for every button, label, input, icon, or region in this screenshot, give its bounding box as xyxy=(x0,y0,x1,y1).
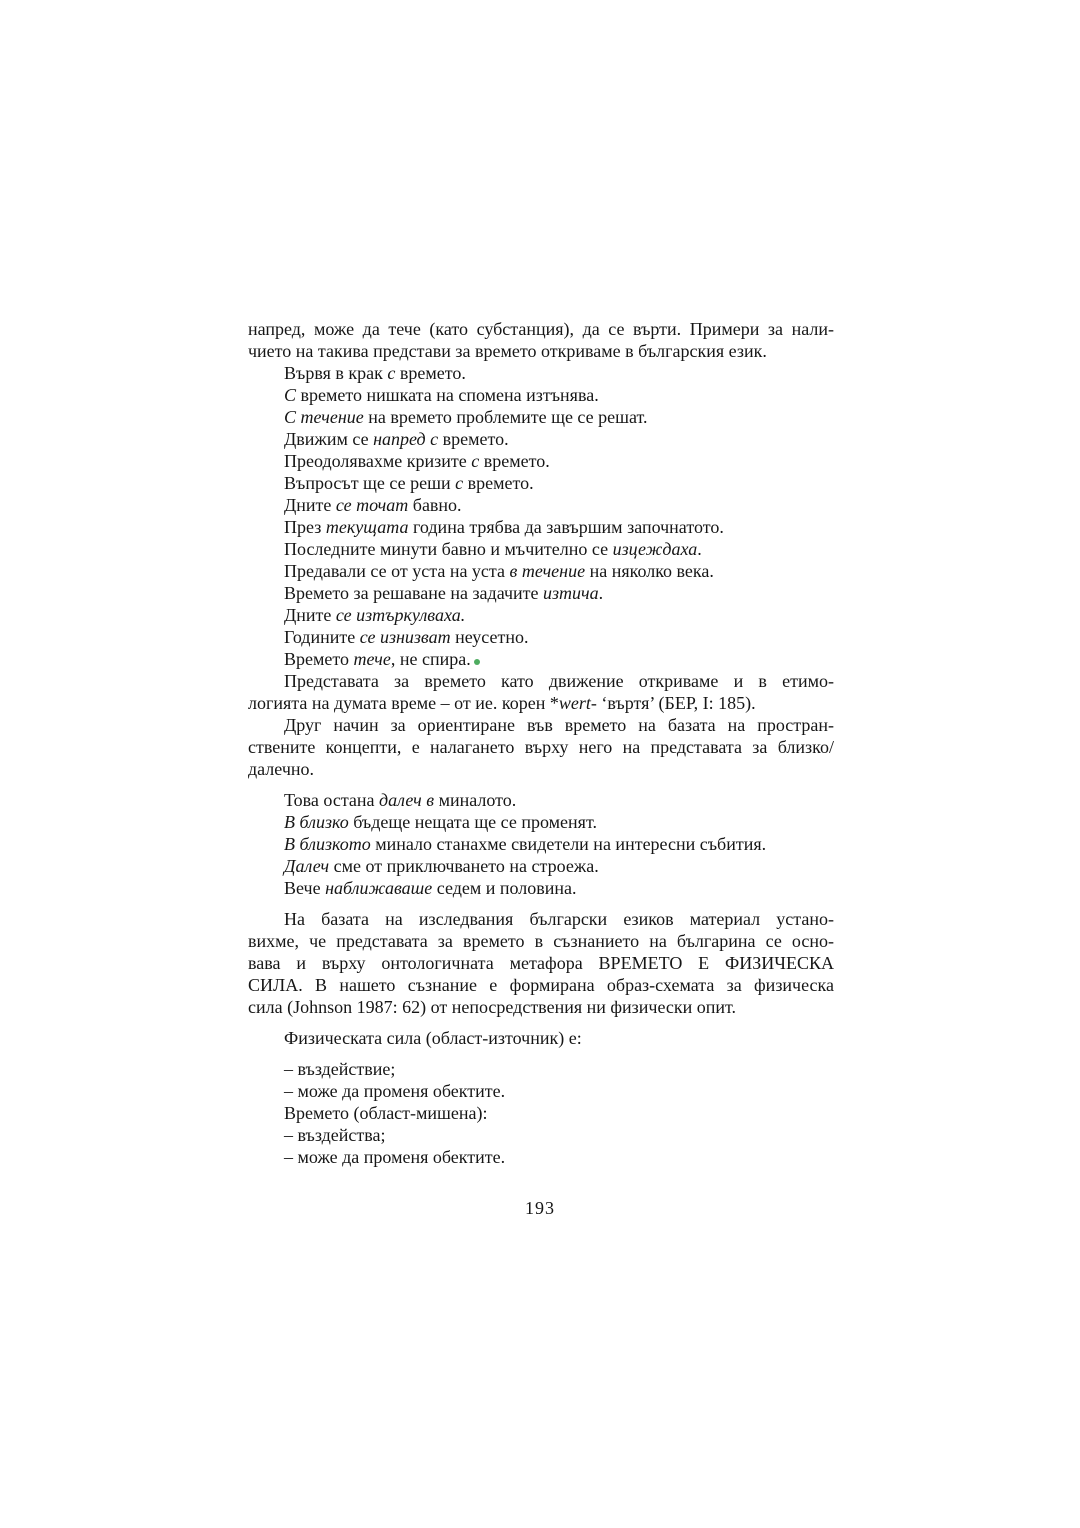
text-run: ствените концепти, е налагането върху него на представата за близко/ xyxy=(248,737,834,757)
text-line xyxy=(248,714,834,736)
text-run: През xyxy=(284,517,326,537)
text-line xyxy=(248,428,834,450)
text-line xyxy=(248,648,834,670)
text-run: напред, може да тече (като субстанция), да се върти. Примери за нали- xyxy=(248,319,834,339)
text-run: Физическата сила (област-източник) е: xyxy=(284,1028,582,1048)
text-line xyxy=(248,1058,834,1080)
paragraph-physical-force xyxy=(248,908,834,1018)
text-line xyxy=(248,758,834,780)
text-run: СИЛА. В нашето съзнание е формирана образ-схемата за физическа xyxy=(248,975,834,995)
text-run: бъдеще нещата ще се променят. xyxy=(348,812,597,832)
text-line xyxy=(248,472,834,494)
text-line xyxy=(248,811,834,833)
text-line xyxy=(248,494,834,516)
text-line xyxy=(248,996,834,1018)
text-run: на времето проблемите ще се решат. xyxy=(363,407,648,427)
text-run: Последните минути бавно и мъчително се xyxy=(284,539,613,559)
text-run: – може да променя обектите. xyxy=(284,1147,506,1167)
italic-text-run: С течение xyxy=(284,407,364,427)
italic-text-run: се точат xyxy=(335,495,409,515)
text-run: Друг начин за ориентиране във времето на базата на простран- xyxy=(284,715,834,735)
text-line xyxy=(248,384,834,406)
italic-text-run: Далеч xyxy=(284,856,330,876)
text-line xyxy=(248,538,834,560)
text-run: година трябва да завършим започнатото. xyxy=(408,517,724,537)
text-run: на няколко века. xyxy=(585,561,714,581)
text-run: времето. xyxy=(463,473,534,493)
italic-text-run: изцеждаха xyxy=(612,539,698,559)
page-number: 193 xyxy=(525,1198,555,1218)
text-line xyxy=(248,450,834,472)
text-run: – въздействие; xyxy=(284,1059,396,1079)
source-domain-intro xyxy=(248,1027,834,1049)
text-line xyxy=(248,930,834,952)
text-run: бавно. xyxy=(408,495,462,515)
text-line xyxy=(248,908,834,930)
text-line xyxy=(248,670,834,692)
italic-text-run: В близкото xyxy=(284,834,371,854)
text-run: времето. xyxy=(479,451,550,471)
italic-text-run: в течение xyxy=(509,561,586,581)
text-run: – въздейства; xyxy=(284,1125,386,1145)
text-run: Времето (област-мишена): xyxy=(284,1103,488,1123)
text-line xyxy=(248,340,834,362)
scan-artifact-dot xyxy=(474,659,480,665)
text-line xyxy=(248,1027,834,1049)
paragraph-near-far-intro xyxy=(248,714,834,780)
text-run: Въпросът ще се реши xyxy=(284,473,456,493)
text-run: Вече xyxy=(284,878,326,898)
paragraph-etymology xyxy=(248,670,834,714)
text-run: Преодолявахме кризите xyxy=(284,451,472,471)
italic-text-run: далеч в xyxy=(379,790,435,810)
text-line xyxy=(248,1124,834,1146)
gap-2 xyxy=(248,899,834,908)
text-line xyxy=(248,952,834,974)
examples-near-far xyxy=(248,789,834,899)
text-line xyxy=(248,626,834,648)
text-run: сме от приключването на строежа. xyxy=(329,856,599,876)
text-line xyxy=(248,1146,834,1168)
text-line xyxy=(248,1080,834,1102)
text-run: Това остана xyxy=(284,790,380,810)
gap-3 xyxy=(248,1018,834,1027)
text-run: Предавали се от уста на уста xyxy=(284,561,510,581)
text-run: Времето за решаване на задачите xyxy=(284,583,544,603)
text-line xyxy=(248,362,834,384)
text-run: времето нишката на спомена изтънява. xyxy=(296,385,599,405)
italic-text-run: се изтъркулваха. xyxy=(335,605,466,625)
text-run: . xyxy=(598,583,604,603)
text-run: сила (Johnson 1987: 62) от непосредствения ни физически опит. xyxy=(248,997,737,1017)
italic-text-run: С xyxy=(284,385,297,405)
text-run: минало станахме свидетели на интересни събития. xyxy=(370,834,767,854)
text-line xyxy=(248,406,834,428)
text-run: . xyxy=(697,539,702,559)
italic-text-run: текущата xyxy=(325,517,409,537)
text-run: времето. xyxy=(438,429,509,449)
italic-text-run: с xyxy=(455,473,464,493)
text-run: Дните xyxy=(284,605,336,625)
text-run: миналото. xyxy=(434,790,517,810)
text-line xyxy=(248,516,834,538)
text-line xyxy=(248,789,834,811)
italic-text-run: wert- xyxy=(558,693,597,713)
italic-text-run: тече xyxy=(353,649,391,669)
text-run: далечно. xyxy=(248,759,315,779)
text-line xyxy=(248,855,834,877)
text-line xyxy=(248,833,834,855)
text-run: , не спира. xyxy=(390,649,471,669)
gap-4 xyxy=(248,1049,834,1058)
text-line xyxy=(248,1102,834,1124)
italic-text-run: напред с xyxy=(373,429,439,449)
examples-time-motion xyxy=(248,362,834,670)
italic-text-run: изтича xyxy=(543,583,599,603)
italic-text-run: наближаваше xyxy=(325,878,433,898)
text-run: Времето xyxy=(284,649,354,669)
text-run: неусетно. xyxy=(450,627,529,647)
text-line xyxy=(248,582,834,604)
italic-text-run: с xyxy=(471,451,480,471)
text-line xyxy=(248,877,834,899)
text-line xyxy=(248,604,834,626)
text-line xyxy=(248,318,834,340)
paragraph-intro xyxy=(248,318,834,362)
text-run: вава и върху онтологичната метафора ВРЕМЕТО Е ФИЗИЧЕСКА xyxy=(248,953,834,973)
text-run: Вървя в крак xyxy=(284,363,388,383)
text-line xyxy=(248,974,834,996)
text-run: – може да променя обектите. xyxy=(284,1081,506,1101)
text-run: Представата за времето като движение откриваме и в етимо- xyxy=(284,671,834,691)
text-run: ‘въртя’ (БЕР, I: 185). xyxy=(596,693,756,713)
property-list xyxy=(248,1058,834,1168)
text-line xyxy=(248,692,834,714)
italic-text-run: В близко xyxy=(284,812,349,832)
italic-text-run: с xyxy=(387,363,396,383)
gap-1 xyxy=(248,780,834,789)
text-run: чието на такива представи за времето откриваме в българския език. xyxy=(248,341,767,361)
text-line xyxy=(248,736,834,758)
text-run: седем и половина. xyxy=(432,878,577,898)
text-run: Годините xyxy=(284,627,360,647)
text-run: Движим се xyxy=(284,429,374,449)
text-run: времето. xyxy=(395,363,466,383)
text-run: Дните xyxy=(284,495,336,515)
text-line xyxy=(248,560,834,582)
italic-text-run: се изнизват xyxy=(359,627,451,647)
text-run: На базата на изследвания български езиков материал устано- xyxy=(284,909,834,929)
text-run: логията на думата време – от ие. корен * xyxy=(248,693,559,713)
text-run: вихме, че представата за времето в съзнанието на българина се осно- xyxy=(248,931,834,951)
text-block xyxy=(248,318,834,1168)
